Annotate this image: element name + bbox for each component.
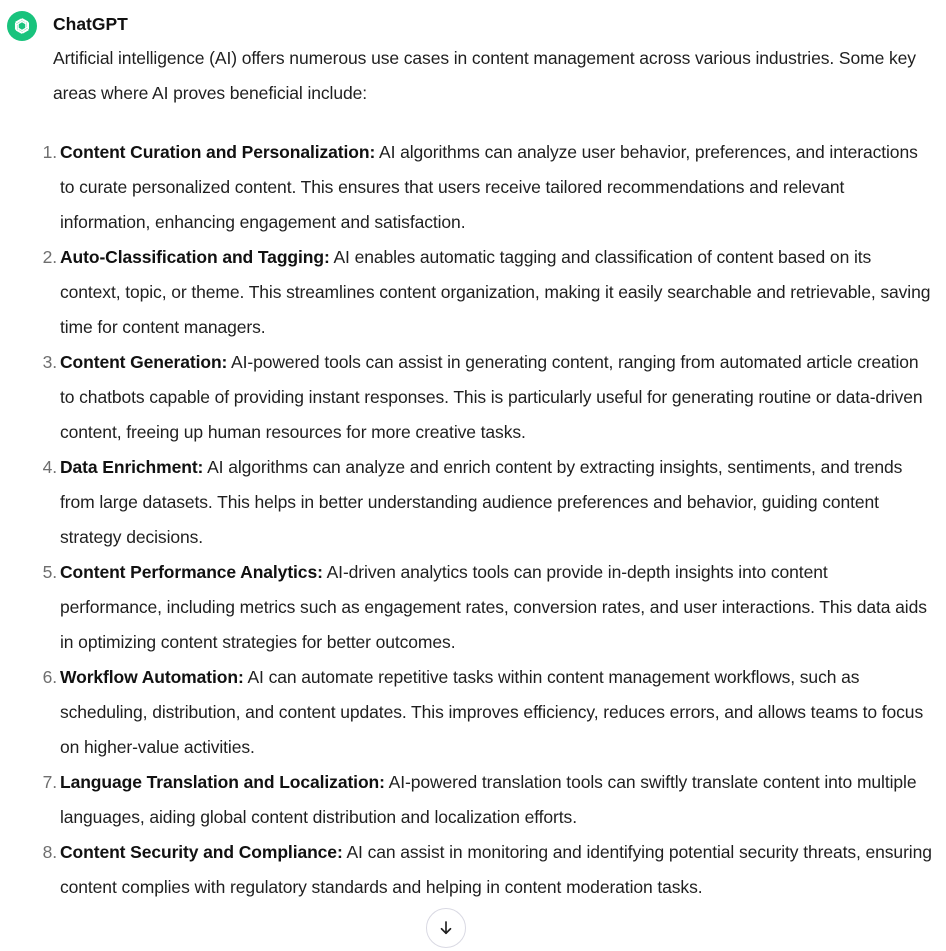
list-item-term: Content Performance Analytics: xyxy=(60,562,323,582)
scroll-to-bottom-button[interactable] xyxy=(426,908,466,948)
intro-paragraph: Artificial intelligence (AI) offers numerous use cases in content management across various industries. Some key areas where AI proves beneficial include: xyxy=(53,48,916,103)
list-item-term: Content Security and Compliance: xyxy=(60,842,343,862)
list-item xyxy=(42,765,933,835)
list-number: 4. xyxy=(42,457,57,477)
list-item-text: AI can assist in monitoring and identifying potential security threats, ensuring content complies with regulatory standards and helping in content moderation tasks. xyxy=(60,842,932,897)
list-item xyxy=(42,450,933,555)
list-item-term: Auto-Classification and Tagging: xyxy=(60,247,330,267)
message-content xyxy=(42,41,933,905)
list-item-text: AI-powered translation tools can swiftly translate content into multiple languages, aiding global content distribution and localization efforts. xyxy=(60,772,917,827)
message-author: ChatGPT xyxy=(53,14,128,34)
list-item-term: Content Curation and Personalization: xyxy=(60,142,376,162)
arrow-down-icon xyxy=(437,919,455,937)
openai-logo-icon xyxy=(7,11,37,41)
list-item-term: Language Translation and Localization: xyxy=(60,772,385,792)
list-item-text: AI can automate repetitive tasks within content management workflows, such as scheduling, distribution, and content updates. This improves efficiency, reduces errors, and allows teams to focus on higher-value activities. xyxy=(60,667,924,757)
list-item xyxy=(42,345,933,450)
list-item-term: Data Enrichment: xyxy=(60,457,204,477)
list-item-term: Workflow Automation: xyxy=(60,667,244,687)
list-item xyxy=(42,135,933,240)
list-item-text: AI algorithms can analyze and enrich content by extracting insights, sentiments, and trends from large datasets. This helps in better understanding audience preferences and behavior, guiding content strategy decisions. xyxy=(60,457,903,547)
list-number: 3. xyxy=(42,352,57,372)
list-number: 7. xyxy=(42,772,57,792)
list-number: 5. xyxy=(42,562,57,582)
list-item xyxy=(42,660,933,765)
list-number: 6. xyxy=(42,667,57,687)
list-item xyxy=(42,555,933,660)
list-number: 2. xyxy=(42,247,57,267)
list-item-term: Content Generation: xyxy=(60,352,228,372)
list-item xyxy=(42,240,933,345)
list-number: 8. xyxy=(42,842,57,862)
list-item-text: AI enables automatic tagging and classification of content based on its context, topic, or theme. This streamlines content organization, making it easily searchable and retrievable, saving time for content managers. xyxy=(60,247,931,337)
list-number: 1. xyxy=(42,142,57,162)
list-item-text: AI-powered tools can assist in generating content, ranging from automated article creation to chatbots capable of providing instant responses. This is particularly useful for generating routine or data-driven content, freeing up human resources for more creative tasks. xyxy=(60,352,923,442)
list-item-text: AI algorithms can analyze user behavior, preferences, and interactions to curate personalized content. This ensures that users receive tailored recommendations and relevant information, enhancing engagement and satisfaction. xyxy=(60,142,918,232)
use-case-list xyxy=(42,135,933,905)
list-item-text: AI-driven analytics tools can provide in-depth insights into content performance, including metrics such as engagement rates, conversion rates, and user interactions. This data aids in optimizing content strategies for better outcomes. xyxy=(60,562,927,652)
list-item xyxy=(42,835,933,905)
